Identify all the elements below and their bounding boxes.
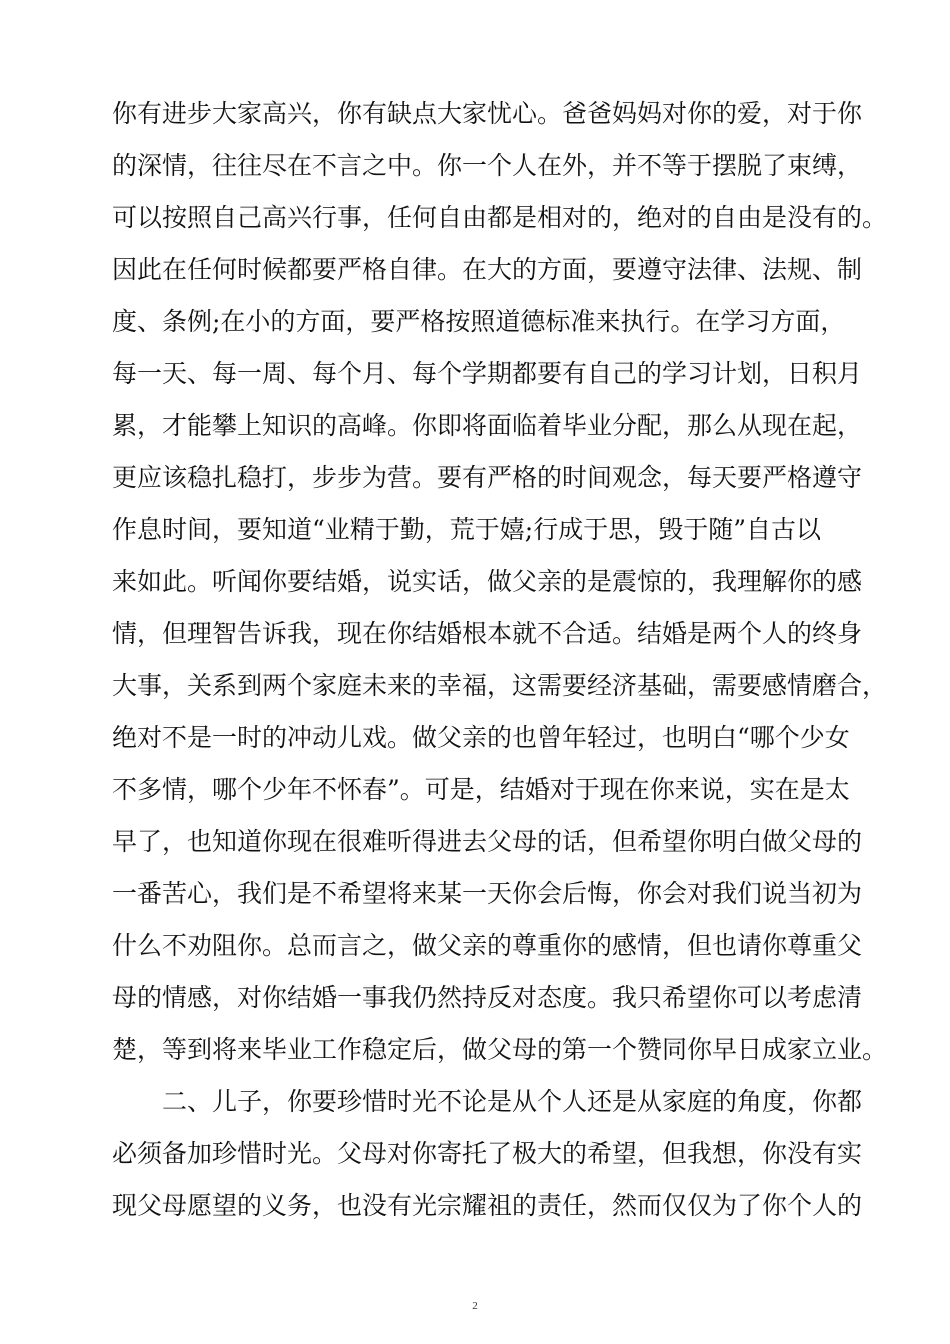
text-line: 不多情，哪个少年不怀春”。可是，结婚对于现在你来说，实在是太 — [112, 775, 850, 804]
text-line: 情，但理智告诉我，现在你结婚根本就不合适。结婚是两个人的终身 — [112, 619, 863, 648]
text-line: 每一天、每一周、每个月、每个学期都要有自己的学习计划，日积月 — [112, 359, 863, 388]
text-line: 来如此。听闻你要结婚，说实话，做父亲的是震惊的，我理解你的感 — [112, 567, 863, 596]
section-heading-line: 二、儿子，你要珍惜时光不论是从个人还是从家庭的角度，你都 — [162, 1087, 863, 1116]
text-line: 绝对不是一时的冲动儿戏。做父亲的也曾年轻过，也明白“哪个少女 — [112, 723, 850, 752]
text-line: 什么不劝阻你。总而言之，做父亲的尊重你的感情，但也请你尊重父 — [112, 931, 863, 960]
text-line: 必须备加珍惜时光。父母对你寄托了极大的希望，但我想，你没有实 — [112, 1139, 863, 1168]
text-line: 你有进步大家高兴，你有缺点大家忧心。爸爸妈妈对你的爱，对于你 — [112, 99, 863, 128]
text-line: 因此在任何时候都要严格自律。在大的方面，要遵守法律、法规、制 — [112, 255, 863, 284]
text-line: 母的情感，对你结婚一事我仍然持反对态度。我只希望你可以考虑清 — [112, 983, 863, 1012]
text-line: 度、条例;在小的方面，要严格按照道德标准来执行。在学习方面， — [112, 307, 846, 336]
text-line: 现父母愿望的义务，也没有光宗耀祖的责任，然而仅仅为了你个人的 — [112, 1191, 863, 1220]
body-text — [112, 88, 888, 1232]
text-line: 一番苦心，我们是不希望将来某一天你会后悔，你会对我们说当初为 — [112, 879, 863, 908]
text-line: 楚，等到将来毕业工作稳定后，做父母的第一个赞同你早日成家立业。 — [112, 1035, 888, 1064]
text-line: 更应该稳扎稳打，步步为营。要有严格的时间观念，每天要严格遵守 — [112, 463, 863, 492]
page-number: 2 — [472, 1300, 478, 1312]
text-line: 早了，也知道你现在很难听得进去父母的话，但希望你明白做父母的 — [112, 827, 863, 856]
text-line: 作息时间，要知道“业精于勤，荒于嬉;行成于思，毁于随”自古以 — [112, 515, 821, 544]
text-line: 的深情，往往尽在不言之中。你一个人在外，并不等于摆脱了束缚， — [112, 151, 863, 180]
text-line: 大事，关系到两个家庭未来的幸福，这需要经济基础，需要感情磨合， — [112, 671, 888, 700]
text-line: 可以按照自己高兴行事，任何自由都是相对的，绝对的自由是没有的。 — [112, 203, 888, 232]
text-line: 累，才能攀上知识的高峰。你即将面临着毕业分配，那么从现在起， — [112, 411, 863, 440]
